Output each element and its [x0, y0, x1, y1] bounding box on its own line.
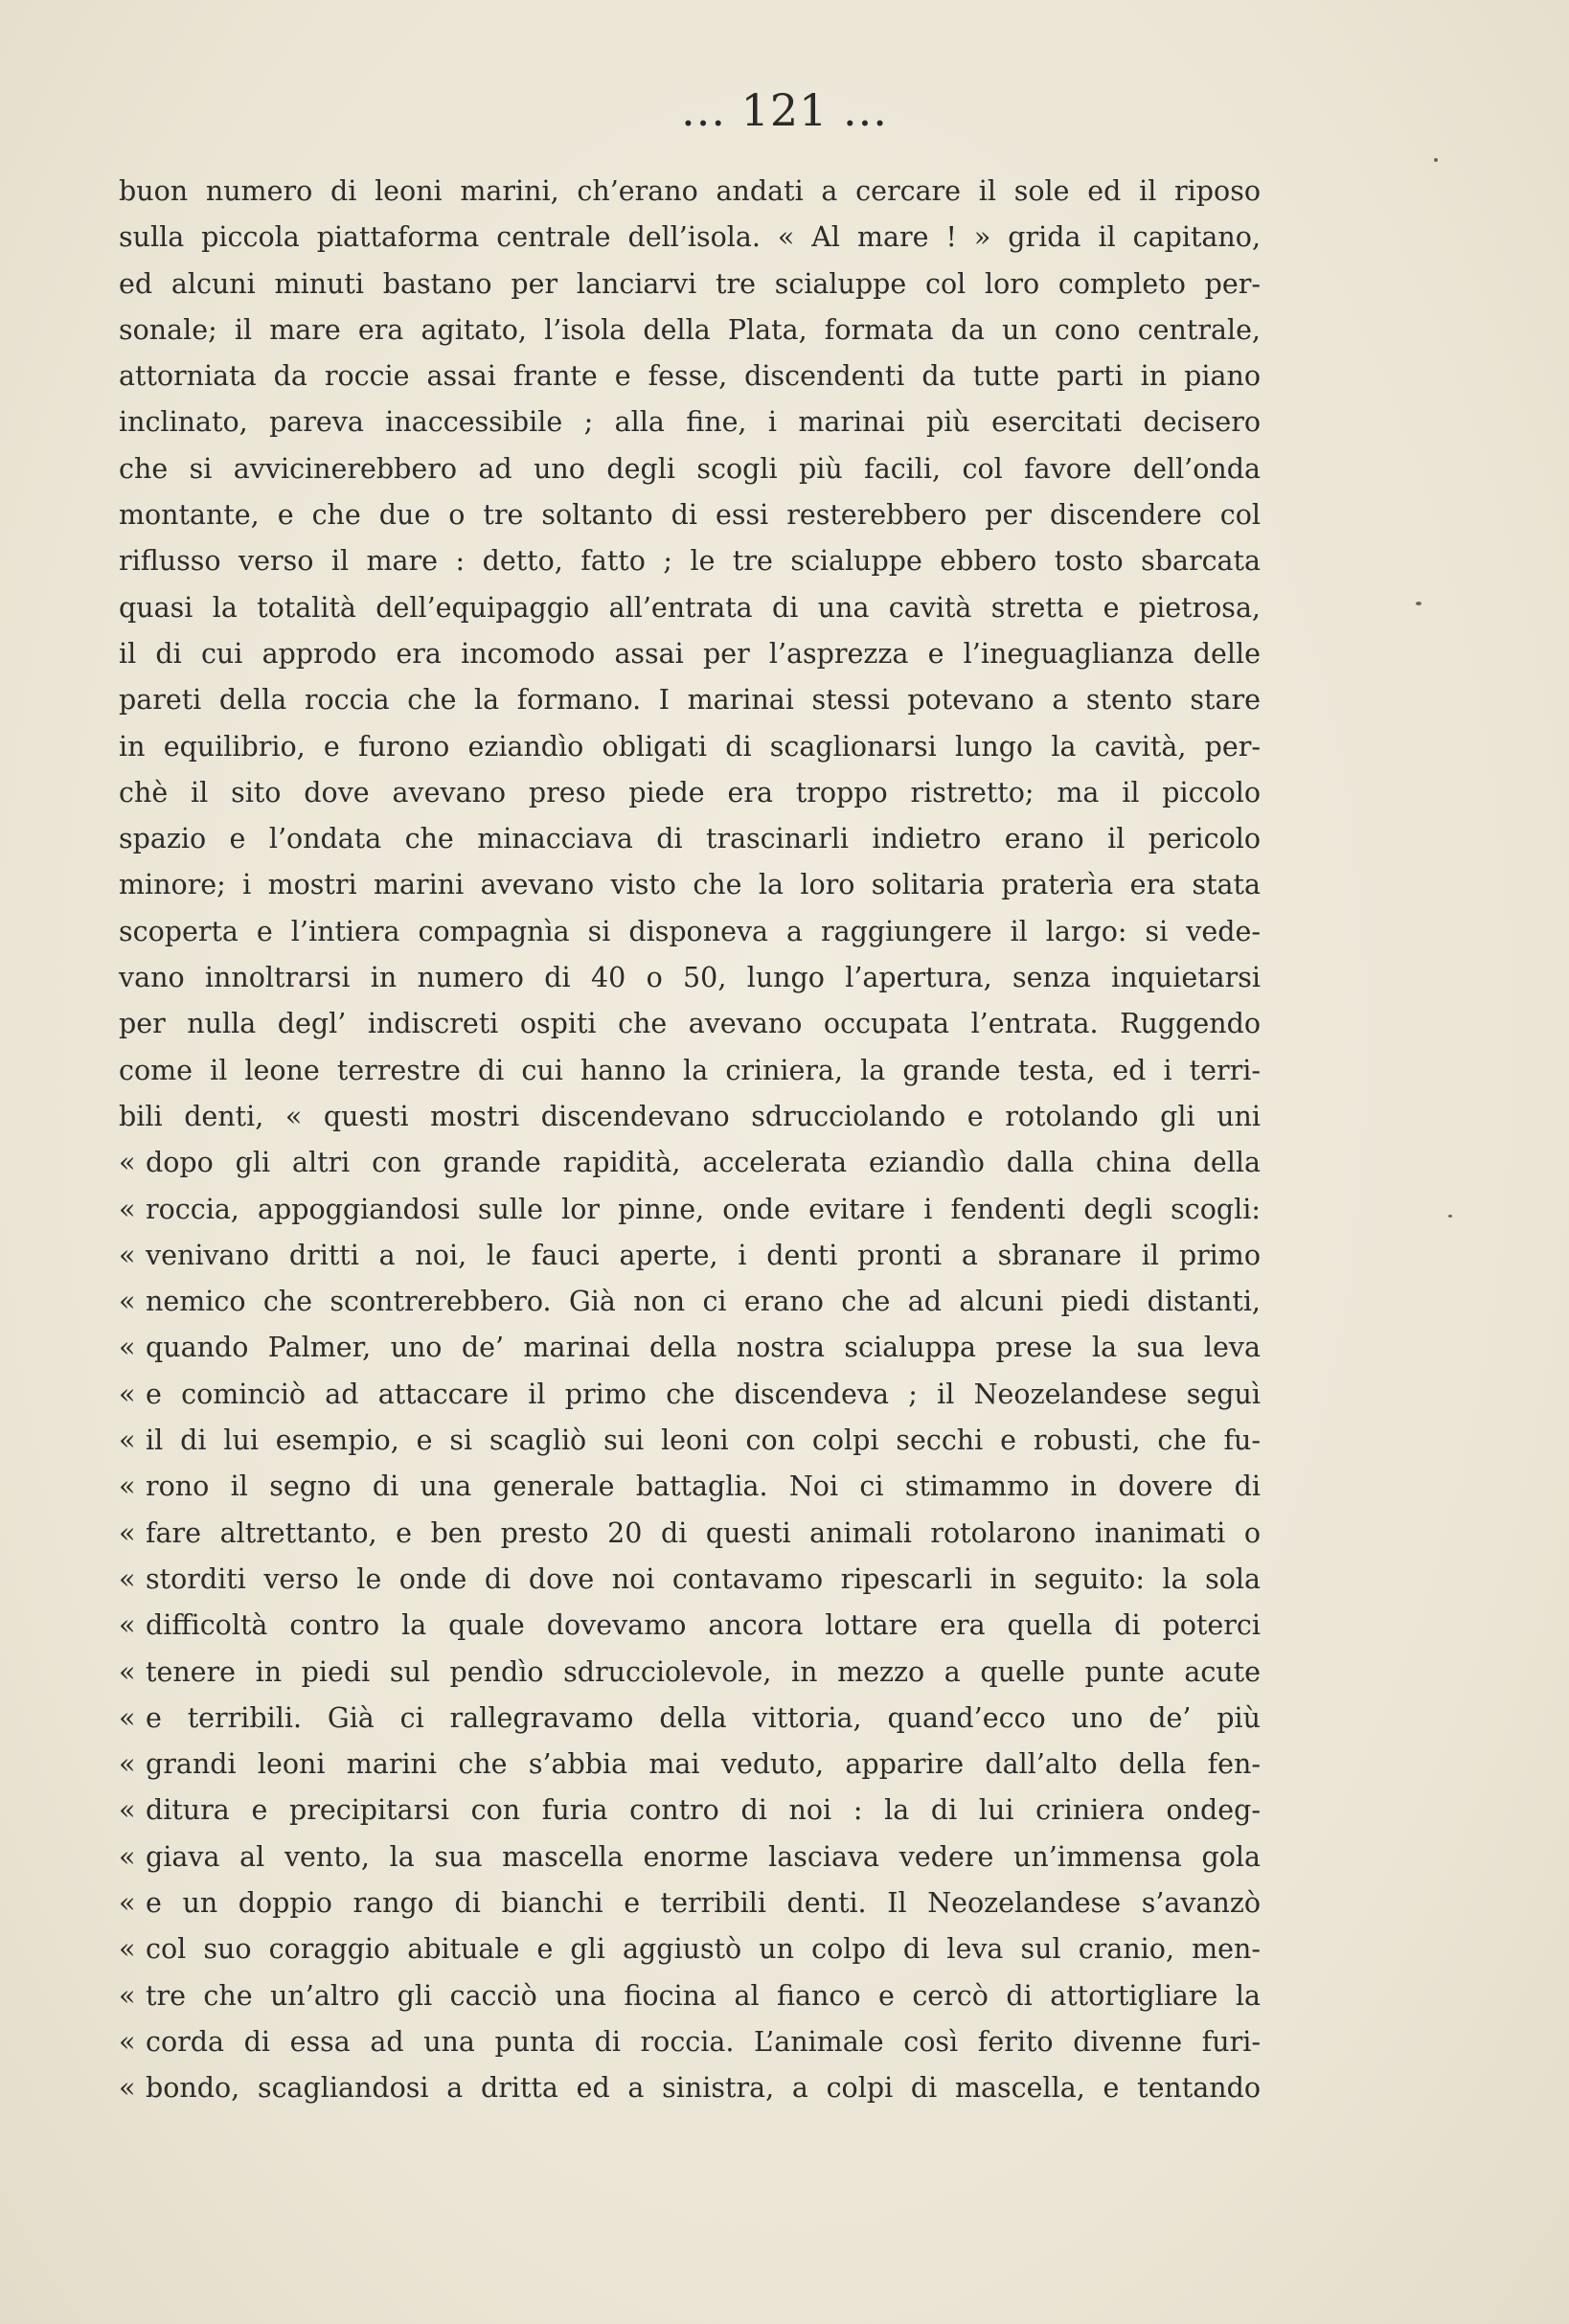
line-text: rono il segno di una generale battaglia. Noi ci stimammo in dovere di: [146, 1470, 1261, 1503]
text-line: [119, 1788, 1261, 1834]
quote-mark: «: [119, 1332, 136, 1364]
text-line: minore; i mostri marini avevano visto che la loro solitaria praterìa era stata: [119, 869, 1261, 901]
text-line: buon numero di leoni marini, ch’erano andati a cercare il sole ed il riposo: [119, 175, 1261, 207]
text-line: [119, 2065, 1261, 2111]
quote-mark: «: [119, 1933, 136, 1966]
text-line: [119, 1233, 1261, 1279]
line-text: tre che un’altro gli cacciò una fiocina al fianco e cercò di attortigliare la: [146, 1979, 1261, 2012]
text-line: [119, 1464, 1261, 1510]
line-text: quando Palmer, uno de’ marinai della nostra scialuppa prese la sua leva: [146, 1332, 1261, 1364]
line-text: venivano dritti a noi, le fauci aperte, i denti pronti a sbranare il primo: [146, 1239, 1261, 1271]
line-text: ditura e precipitarsi con furia contro di noi : la di lui criniera ondeg-: [146, 1794, 1261, 1827]
line-text: nemico che scontrerebbero. Già non ci erano che ad alcuni piedi distanti,: [146, 1286, 1261, 1318]
text-line: pareti della roccia che la formano. I marinai stessi potevano a stento stare: [119, 684, 1261, 717]
text-line: chè il sito dove avevano preso piede era troppo ristretto; ma il piccolo: [119, 776, 1261, 809]
line-text: tenere in piedi sul pendìo sdrucciolevole, in mezzo a quelle punte acute: [146, 1655, 1261, 1688]
quote-mark: «: [119, 1655, 136, 1688]
text-line: quasi la totalità dell’equipaggio all’entrata di una cavità stretta e pietrosa,: [119, 591, 1261, 624]
paper-speck: [1416, 602, 1421, 605]
body-text: [119, 169, 1261, 2111]
line-text: fare altrettanto, e ben presto 20 di questi animali rotolarono inanimati o: [146, 1516, 1261, 1549]
page-number: ... 121 ...: [681, 84, 888, 136]
quote-mark: «: [119, 1286, 136, 1318]
quote-mark: «: [119, 1516, 136, 1549]
text-line: [119, 1140, 1261, 1186]
text-line: [119, 1926, 1261, 1972]
text-line: [119, 1187, 1261, 1233]
text-line: che si avvicinerebbero ad uno degli scogli più facili, col favore dell’onda: [119, 452, 1261, 485]
text-line: scoperta e l’intiera compagnìa si disponeva a raggiungere il largo: si vede-: [119, 915, 1261, 947]
line-text: difficoltà contro la quale dovevamo ancora lottare era quella di poterci: [146, 1609, 1261, 1642]
text-line: sulla piccola piattaforma centrale dell’isola. « Al mare ! » grida il capitano,: [119, 221, 1261, 254]
quote-mark: «: [119, 1239, 136, 1271]
quote-mark: «: [119, 1147, 136, 1179]
quote-mark: «: [119, 1378, 136, 1410]
text-line: [119, 1880, 1261, 1926]
text-line: ed alcuni minuti bastano per lanciarvi tre scialuppe col loro completo per-: [119, 267, 1261, 300]
quote-mark: «: [119, 1562, 136, 1595]
text-line: montante, e che due o tre soltanto di essi resterebbero per discendere col: [119, 499, 1261, 532]
text-line: [119, 1742, 1261, 1788]
text-line: [119, 2019, 1261, 2065]
line-text: il di lui esempio, e si scagliò sui leoni con colpi secchi e robusti, che fu-: [146, 1424, 1261, 1457]
text-line: sonale; il mare era agitato, l’isola della Plata, formata da un cono centrale,: [119, 313, 1261, 346]
line-text: dopo gli altri con grande rapidità, accelerata eziandìo dalla china della: [146, 1147, 1261, 1179]
line-text: e un doppio rango di bianchi e terribili denti. Il Neozelandese s’avanzò: [146, 1886, 1261, 1919]
text-line: [119, 1603, 1261, 1649]
quote-mark: «: [119, 1424, 136, 1457]
quote-mark: «: [119, 2072, 136, 2105]
text-line: riflusso verso il mare : detto, fatto ; le tre scialuppe ebbero tosto sbarcata: [119, 545, 1261, 578]
text-line: spazio e l’ondata che minacciava di trascinarli indietro erano il pericolo: [119, 823, 1261, 855]
paper-speck: [1434, 158, 1438, 162]
text-line: [119, 1650, 1261, 1696]
quote-mark: «: [119, 1470, 136, 1503]
text-line: per nulla degl’ indiscreti ospiti che avevano occupata l’entrata. Ruggendo: [119, 1008, 1261, 1040]
line-text: giava al vento, la sua mascella enorme lasciava vedere un’immensa gola: [146, 1840, 1261, 1873]
quote-mark: «: [119, 1701, 136, 1734]
paper-speck: [1448, 1215, 1452, 1218]
text-line: [119, 1511, 1261, 1557]
text-line: [119, 1834, 1261, 1880]
text-line: [119, 1279, 1261, 1325]
quote-mark: «: [119, 1886, 136, 1919]
text-line: [119, 1973, 1261, 2019]
text-line: vano innoltrarsi in numero di 40 o 50, lungo l’apertura, senza inquietarsi: [119, 962, 1261, 994]
line-text: storditi verso le onde di dove noi contavamo ripescarli in seguito: la sola: [146, 1562, 1261, 1595]
line-text: grandi leoni marini che s’abbia mai veduto, apparire dall’alto della fen-: [146, 1748, 1261, 1781]
line-text: roccia, appoggiandosi sulle lor pinne, onde evitare i fendenti degli scogli:: [146, 1193, 1261, 1225]
quote-mark: «: [119, 1748, 136, 1781]
text-line: come il leone terrestre di cui hanno la criniera, la grande testa, ed i terri-: [119, 1054, 1261, 1086]
quote-mark: «: [119, 2025, 136, 2058]
line-text: corda di essa ad una punta di roccia. L’animale così ferito divenne furi-: [146, 2025, 1261, 2058]
quote-mark: «: [119, 1193, 136, 1225]
text-line: bili denti, « questi mostri discendevano sdrucciolando e rotolando gli uni: [119, 1100, 1261, 1132]
text-line: [119, 1418, 1261, 1464]
quote-mark: «: [119, 1979, 136, 2012]
text-line: il di cui approdo era incomodo assai per l’asprezza e l’ineguaglianza delle: [119, 637, 1261, 670]
text-line: attorniata da roccie assai frante e fesse, discendenti da tutte parti in piano: [119, 360, 1261, 393]
text-line: [119, 1557, 1261, 1603]
text-line: [119, 1325, 1261, 1371]
text-line: [119, 1372, 1261, 1418]
text-line: [119, 1696, 1261, 1742]
quote-mark: «: [119, 1609, 136, 1642]
line-text: col suo coraggio abituale e gli aggiustò un colpo di leva sul cranio, men-: [146, 1933, 1261, 1966]
line-text: bondo, scagliandosi a dritta ed a sinistra, a colpi di mascella, e tentando: [146, 2072, 1261, 2105]
quote-mark: «: [119, 1840, 136, 1873]
line-text: e terribili. Già ci rallegravamo della vittoria, quand’ecco uno de’ più: [146, 1701, 1261, 1734]
text-line: inclinato, pareva inaccessibile ; alla fine, i marinai più esercitati decisero: [119, 406, 1261, 439]
line-text: e cominciò ad attaccare il primo che discendeva ; il Neozelandese seguì: [146, 1378, 1261, 1410]
quote-mark: «: [119, 1794, 136, 1827]
text-line: in equilibrio, e furono eziandìo obligati di scaglionarsi lungo la cavità, per-: [119, 730, 1261, 763]
